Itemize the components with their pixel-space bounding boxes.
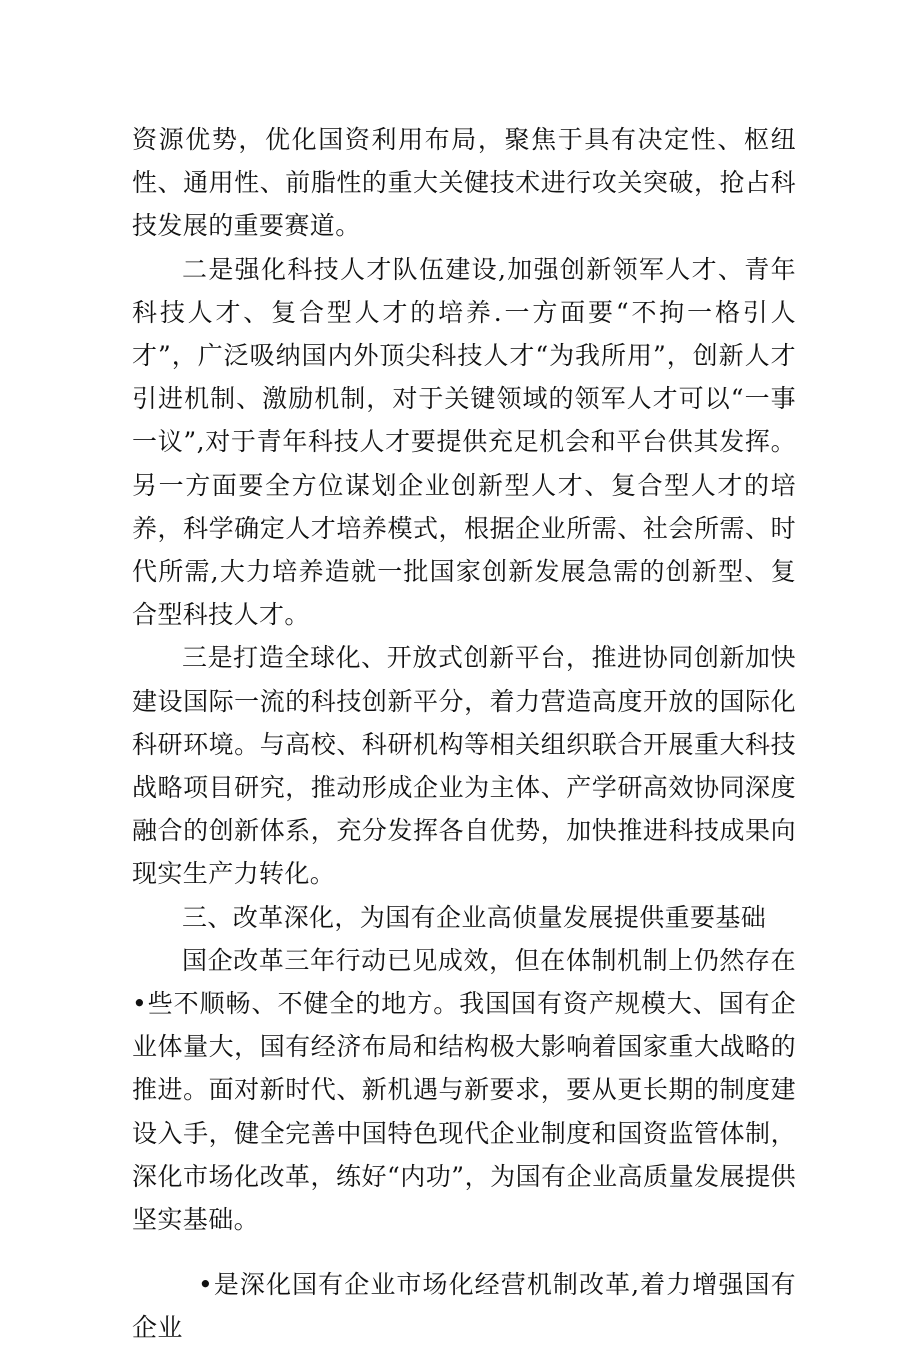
- document-body: [132, 118, 796, 1350]
- paragraph-talent: 二是强化科技人才队伍建设,加强创新领军人才、青年科技人才、复合型人才的培养.一方面要“不拘一格引人才”，广泛吸纳国内外顶尖科技人才“为我所用”，创新人才引进机制、激励机制，对于关键领域的领军人才可以“一事一议”,对于青年科技人才要提供充足机会和平台供其发挥。另一方面要全方位谋划企业创新型人才、复合型人才的培养，科学确定人才培养模式，根据企业所需、社会所需、时代所需,大力培养造就一批国家创新发展急需的创新型、复合型科技人才。: [132, 254, 796, 630]
- paragraph-platform: 三是打造全球化、开放式创新平台，推进协同创新加快建设国际一流的科技创新平分，着力营造高度开放的国际化科研环境。与高校、科研机构等相关组织联合开展重大科技战略项目研究，推动形成企业为主体、产学研高效协同深度融合的创新体系，充分发挥各自优势，加快推进科技成果向现实生产力转化。: [132, 643, 796, 889]
- section-heading: 三、改革深化，为国有企业高侦量发展提供重要基础: [182, 902, 767, 932]
- paragraph-continuation: 资源优势，优化国资利用布局，聚焦于具有决定性、枢纽性、通用性、前脂性的重大关健技术进行攻关突破，抢占科技发展的重要赛道。: [132, 125, 796, 241]
- paragraph-reform: 国企改革三年行动已见成效，但在体制机制上仍然存在•些不顺畅、不健全的地方。我国国有资产规模大、国有企业体量大，国有经济布局和结构极大影响着国家重大战略的推进。面对新时代、新机遇与新要求，要从更长期的制度建设入手，健全完善中国特色现代企业制度和国资监管体制，深化市场化改革，练好“内功”，为国有企业高质量发展提供坚实基础。: [132, 945, 796, 1235]
- paragraph-market-reform: •是深化国有企业市场化经营机制改革,着力增强国有企业: [132, 1270, 796, 1343]
